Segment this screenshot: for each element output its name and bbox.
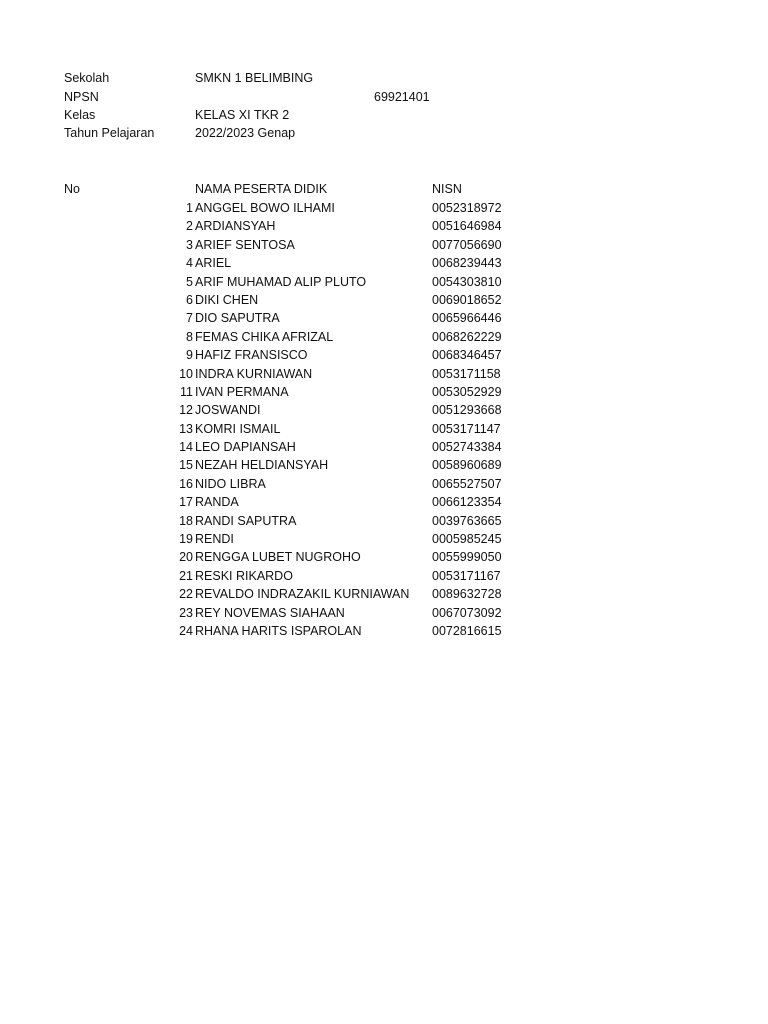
kelas-label: Kelas: [64, 108, 96, 122]
table-row: [0, 346, 768, 364]
row-number: 24: [179, 623, 193, 638]
tahun-pelajaran-value: 2022/2023 Genap: [195, 126, 296, 140]
student-nisn: 0053052929: [432, 384, 502, 399]
table-row: [0, 493, 768, 511]
student-name: RANDI SAPUTRA: [195, 513, 297, 528]
table-row: [0, 254, 768, 272]
student-nisn: 0039763665: [432, 513, 502, 528]
table-row: [0, 309, 768, 327]
row-number: 10: [179, 366, 193, 381]
column-header-name: NAMA PESERTA DIDIK: [195, 182, 328, 196]
table-row: [0, 328, 768, 346]
table-row: [0, 475, 768, 493]
student-nisn: 0066123354: [432, 495, 502, 510]
student-nisn: 0068239443: [432, 256, 502, 271]
student-list: [0, 199, 768, 640]
student-nisn: 0051646984: [432, 219, 502, 234]
student-nisn: 0065966446: [432, 311, 502, 326]
row-number: 12: [179, 403, 193, 418]
student-name: HAFIZ FRANSISCO: [195, 348, 308, 363]
table-row: [0, 512, 768, 530]
row-number: 14: [179, 440, 193, 455]
student-nisn: 0052743384: [432, 440, 502, 455]
npsn-value: 69921401: [374, 90, 430, 104]
row-number: 20: [179, 550, 193, 565]
sekolah-label: Sekolah: [64, 71, 110, 85]
table-row: [0, 291, 768, 309]
student-nisn: 0068262229: [432, 329, 502, 344]
student-name: ANGGEL BOWO ILHAMI: [195, 201, 335, 215]
row-number: 5: [186, 274, 193, 289]
row-number: 6: [186, 292, 193, 307]
row-number: 21: [179, 568, 193, 583]
table-row: [0, 567, 768, 585]
student-name: ARIEL: [195, 256, 232, 271]
student-name: REVALDO INDRAZAKIL KURNIAWAN: [195, 587, 410, 602]
table-row: [0, 199, 768, 217]
student-nisn: 0069018652: [432, 292, 502, 307]
table-row: [0, 456, 768, 474]
column-header-nisn: NISN: [432, 182, 462, 196]
table-row: [0, 383, 768, 401]
table-row: [0, 217, 768, 235]
row-number: 8: [186, 329, 193, 344]
student-name: KOMRI ISMAIL: [195, 421, 281, 436]
student-name: IVAN PERMANA: [195, 384, 289, 399]
row-number: 7: [186, 311, 193, 326]
student-name: RANDA: [195, 495, 239, 510]
table-row: [0, 548, 768, 566]
row-number: 11: [180, 384, 193, 399]
row-number: 18: [179, 513, 193, 528]
student-nisn: 0051293668: [432, 403, 502, 418]
row-number: 22: [179, 587, 193, 602]
student-name: DIKI CHEN: [195, 292, 259, 307]
student-name: LEO DAPIANSAH: [195, 440, 296, 455]
student-nisn: 0053171167: [432, 568, 501, 583]
student-name: ARDIANSYAH: [195, 219, 276, 234]
row-number: 16: [179, 476, 193, 491]
npsn-label: NPSN: [64, 90, 99, 104]
student-nisn: 0054303810: [432, 274, 502, 289]
row-number: 4: [186, 256, 193, 271]
student-name: RHANA HARITS ISPAROLAN: [195, 623, 362, 638]
table-row: [0, 365, 768, 383]
student-nisn: 0065527507: [432, 476, 502, 491]
row-number: 2: [186, 219, 193, 234]
table-row: [0, 273, 768, 291]
student-name: NIDO LIBRA: [195, 476, 266, 491]
student-name: FEMAS CHIKA AFRIZAL: [195, 329, 334, 344]
student-name: DIO SAPUTRA: [195, 311, 280, 326]
row-number: 3: [186, 237, 193, 252]
student-name: REY NOVEMAS SIAHAAN: [195, 605, 345, 620]
table-row: [0, 604, 768, 622]
kelas-value: KELAS XI TKR 2: [195, 108, 290, 122]
table-row: [0, 236, 768, 254]
student-name: ARIEF SENTOSA: [195, 237, 295, 252]
student-name: RENGGA LUBET NUGROHO: [195, 550, 361, 565]
student-name: NEZAH HELDIANSYAH: [195, 458, 329, 473]
student-nisn: 0067073092: [432, 605, 502, 620]
student-name: INDRA KURNIAWAN: [195, 366, 313, 381]
student-nisn: 0055999050: [432, 550, 502, 565]
student-nisn: 0052318972: [432, 201, 502, 215]
table-row: [0, 438, 768, 456]
student-name: RESKI RIKARDO: [195, 568, 293, 583]
student-nisn: 0068346457: [432, 348, 502, 363]
table-row: [0, 530, 768, 548]
sekolah-value: SMKN 1 BELIMBING: [195, 71, 314, 85]
student-name: JOSWANDI: [195, 403, 261, 418]
table-row: [0, 401, 768, 419]
student-nisn: 0058960689: [432, 458, 502, 473]
table-row: [0, 420, 768, 438]
student-nisn: 0077056690: [432, 237, 502, 252]
row-number: 17: [179, 495, 193, 510]
row-number: 1: [186, 201, 193, 215]
table-row: [0, 622, 768, 640]
row-number: 23: [179, 605, 193, 620]
student-name: RENDI: [195, 532, 234, 547]
table-row: [0, 585, 768, 603]
row-number: 13: [179, 421, 193, 436]
student-nisn: 0089632728: [432, 587, 502, 602]
student-nisn: 0053171158: [432, 366, 501, 381]
student-nisn: 0053171147: [432, 421, 501, 436]
tahun-pelajaran-label: Tahun Pelajaran: [64, 126, 155, 140]
column-header-no: No: [64, 182, 80, 196]
row-number: 19: [179, 532, 193, 547]
row-number: 9: [186, 348, 193, 363]
student-nisn: 0072816615: [432, 623, 502, 638]
row-number: 15: [179, 458, 193, 473]
student-nisn: 0005985245: [432, 532, 502, 547]
student-name: ARIF MUHAMAD ALIP PLUTO: [195, 274, 367, 289]
